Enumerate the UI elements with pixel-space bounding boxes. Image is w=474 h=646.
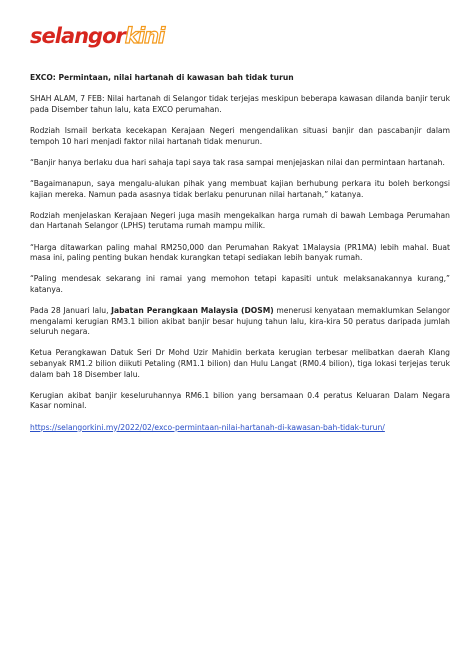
paragraph-7: “Paling mendesak sekarang ini ramai yang memohon tetapi kapasiti untuk melaksanakannya kurang,” katanya.: [30, 274, 450, 294]
paragraph-5: Rodziah menjelaskan Kerajaan Negeri juga masih mengekalkan harga rumah di bawah Lembaga Perumahan dan Hartanah Selangor (LPHS) terutama rumah mampu milik.: [30, 210, 450, 231]
paragraph-3: “Banjir hanya berlaku dua hari sahaja tapi saya tak rasa sampai menjejaskan nilai dan permintaan hartanah.: [30, 157, 445, 167]
article-title: EXCO: Permintaan, nilai hartanah di kawasan bah tidak turun: [30, 73, 294, 82]
article-source-link[interactable]: https://selangorkini.my/2022/02/exco-permintaan-nilai-hartanah-di-kawasan-bah-tidak-turun/: [30, 422, 385, 432]
paragraph-1: SHAH ALAM, 7 FEB: Nilai hartanah di Selangor tidak terjejas meskipun beberapa kawasan dilanda banjir teruk pada Disember tahun lalu, kata EXCO perumahan.: [30, 94, 450, 114]
logo-part-selangor: selangor: [30, 24, 125, 48]
paragraph-2: Rodziah Ismail berkata kecekapan Kerajaan Negeri mengendalikan situasi banjir dan pascabanjir dalam tempoh 10 hari menjadi faktor nilai hartanah tidak menurun.: [30, 125, 450, 146]
paragraph-9: Ketua Perangkawan Datuk Seri Dr Mohd Uzir Mahidin berkata kerugian terbesar melibatkan daerah Klang sebanyak RM1.2 bilion diikuti Petaling (RM1.1 bilion) dan Hulu Langat (RM0.4 bilion), tiga lokasi terjejas teruk dalam bah 18 Disember lalu.: [30, 348, 450, 379]
paragraph-6: “Harga ditawarkan paling mahal RM250,000 dan Perumahan Rakyat 1Malaysia (PR1MA) lebih mahal. Buat masa ini, paling penting bukan hendak kurangkan tetapi sediakan lebih banyak rumah.: [30, 242, 450, 263]
paragraph-8-bold: Jabatan Perangkaan Malaysia (DOSM): [111, 306, 274, 316]
paragraph-8-post: menerusi kenyataan memaklumkan Selangor mengalami kerugian RM3.1 bilion akibat banjir besar hujung tahun lalu, kira-kira 50 peratus daripada jumlah seluruh negara.: [30, 306, 450, 337]
paragraph-8-pre: Pada 28 Januari lalu,: [30, 306, 112, 316]
paragraph-10: Kerugian akibat banjir keseluruhannya RM6.1 bilion yang bersamaan 0.4 peratus Keluaran Dalam Negara Kasar nominal.: [30, 390, 450, 411]
logo-part-kini: kini: [124, 24, 165, 48]
paragraph-4: “Bagaimanapun, saya mengalu-alukan pihak yang membuat kajian berhubung perkara itu boleh berkongsi kajian mereka. Namun pada asasnya tidak berlaku penurunan nilai hartanah,” katanya.: [30, 178, 450, 199]
paragraph-8: [30, 306, 450, 338]
selangorkini-logo: [30, 26, 164, 47]
article-body: [30, 73, 450, 444]
